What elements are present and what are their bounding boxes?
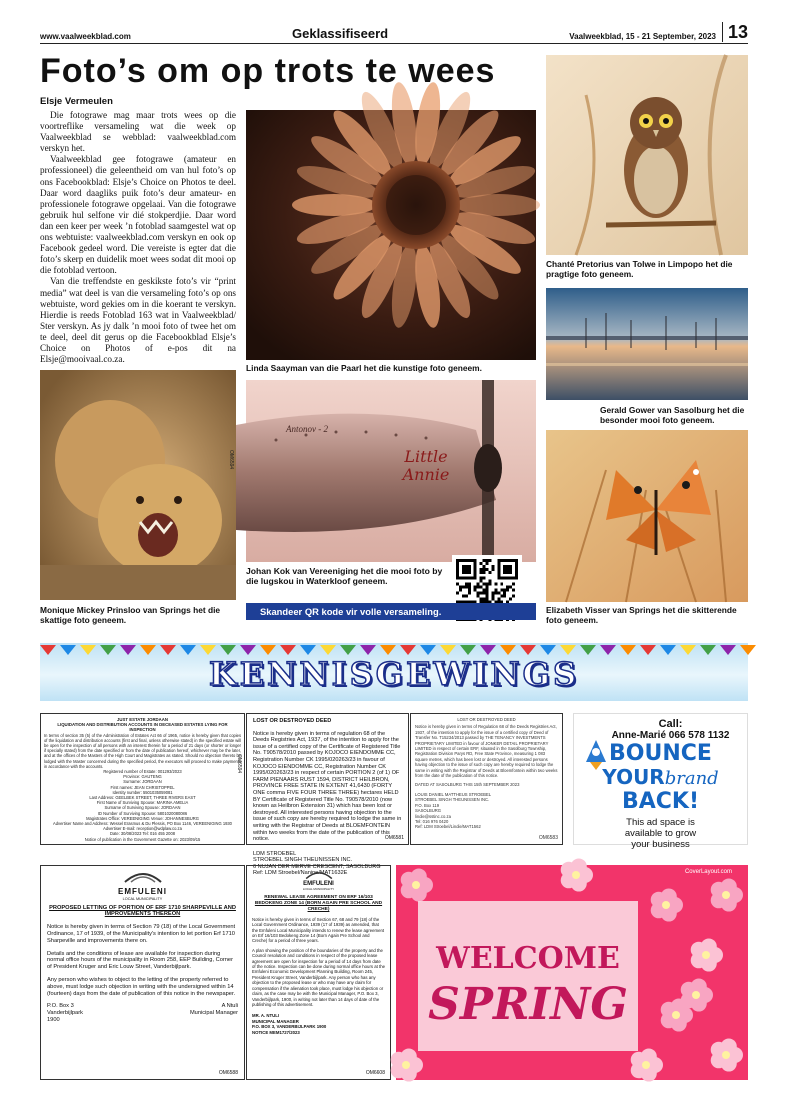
emfuleni-logo-text: EMFULENI	[118, 886, 167, 896]
article-paragraph-1: Die fotograwe mag maar trots wees op die voortreflike versameling wat die week op Vaalweekblad se webblad: vaalweekblad.com verskyn het.	[40, 110, 236, 154]
emfuleni-logo-sub-2: LOCAL MUNICIPALITY	[302, 887, 335, 892]
emfuleni-logo-2	[252, 870, 385, 893]
notice-erf-1710-para-2: Details and the conditions of lease are available for inspection during normal office hours of the municipality in Room 258, EEP Building, Corner of President Kruger and Eric Louw Street, Vanderbijlpark.	[47, 950, 233, 971]
advert-spring-text: SPRING	[428, 979, 628, 1030]
butterfly-photo	[546, 430, 748, 602]
caption-owl: Chanté Pretorius van Tolwe in Limpopo het die pragtige foto geneem.	[546, 259, 733, 279]
notice-lost-deed-1	[246, 713, 409, 877]
advert-call-label: Call:	[658, 718, 683, 730]
article-headline: Foto’s om op trots te wees	[40, 52, 496, 90]
signatory-line: Municipal Manager	[189, 1010, 238, 1017]
emfuleni-emblem-icon	[123, 870, 163, 884]
notice-estate-field: Last Address: GEELBEK STREET, THREE RIVERS EAST	[89, 795, 196, 801]
notice-estate-field: First names: JEAN CHRISTOPPEL	[110, 784, 175, 790]
notice-lost-deed-1-code: OM6581	[384, 835, 404, 841]
signature-name: LDM STROEBEL	[253, 850, 297, 857]
aircraft-photo	[246, 380, 536, 562]
notice-estate-field: Advertiser Name and Address: Wessel Erasmus & Du Plessis, PO Box 1146, VEREENIGING 1930	[53, 821, 232, 827]
notice-lost-deed-1-body: Notice is hereby given in terms of regulation 68 of the Deeds Registries Act, 1937, of the intention to apply for the issue of a certified copy of the Certificate of Registered Title No. T90578/2010 passed by KOJOCO EIENDOMME CC, Registration Number CK 1995/020263/23 in favour of KOJOCO EIENDOMME CC, Registration Number CK 1995/020263/23 in respect of certain PORTION 2 (of 1) OF FARM PIENAARS RUST 1594, DISTRICT HEILBRON, PROVINCE FREE STATE IN EXTENT 41,6430 (FORTY ONE comma FIVE FOUR THREE THREE) hectares HELD BY Certificate of Registered Title No. T90578/2010 (now known as Heilbron Extension 31) which has been lost or destroyed. All interested persons having objection to the issue of such copy are hereby required to lodge the same in writing with the Registrar of Deeds at BLOEMFONTEIN within two weeks from the date of the publication of this notice.	[253, 730, 402, 843]
emfuleni-logo-text-2: EMFULENI	[303, 881, 334, 888]
caption-aircraft: Johan Kok van Vereeniging het die mooi foto by die lugskou in Waterkloof geneem.	[246, 566, 443, 586]
notice-erf-1710-code: OM6588	[218, 1070, 238, 1076]
notice-estate-field: Notice of publication in the Government Gazette on: 2023/09/15	[84, 836, 201, 842]
emfuleni-emblem-icon	[304, 870, 334, 880]
signature-line: SASOLBURG	[415, 808, 442, 814]
advert-line-5: available to grow	[624, 828, 697, 839]
article-byline: Elsje Vermeulen	[40, 96, 113, 107]
notice-estate-field: Surname of Surviving Spouse: JORDAAN	[104, 805, 181, 811]
notice-erf-1710-address	[47, 1003, 83, 1023]
notice-lost-deed-2-title: LOST OR DESTROYED DEED	[457, 717, 516, 722]
signer-name: MR. A. NTULI	[252, 1013, 280, 1019]
notices-banner	[40, 643, 748, 701]
notice-erf-16-103-para-1: Notice is hereby given in terms of Section 67, 68 and 79 (18) of the Local Government Ordinance, 1939 (17 of 1939) as amended, that the Emfuleni Local Municipality intends to renew the lease agreement on Erf 16/103 Bedokeng Zone 14 (Born Again Pre School and Creche) for a period of three years.	[252, 916, 385, 944]
notice-estate-field: ID Number of Surviving Spouse: 5801020080086	[97, 810, 188, 816]
notice-estate-code: OM6594	[236, 754, 242, 774]
notice-erf-16-103-para-2: A plan showing the position of the boundaries of the property and the Council resolution and conditions in respect of the proposed lease agreement are open for inspection for a period of 14 days from date of the notice. Inspection can be done during normal office hours at the Emfuleni Economic Development Planning Building, Room 245, President Kruger Street, Vanderbijlpark. Any person who has any objection to the proposed lease or who may have any claim for compensation if the alienation took place, must lodge his objection or claim, as the case may be with the Municipal Manager, P.O. Box 3, Vanderbijlpark, 1900, in writing not later than 14 days of date of the publishing of this advertisement.	[252, 947, 385, 1007]
signature-line: P.O. Box 119	[415, 802, 440, 808]
signature-line: lindie@sstinc.co.za	[415, 813, 451, 819]
notice-estate-field: First Name of Surviving Spouse: MARINA AMELIA	[96, 800, 189, 806]
notice-estate-body: In terms of section 35 (5) of the Administration of Estates Act 66 of 1965, notice is hereby given that copies of the liquidation and distribution accounts (first and final, unless otherwise stated) in the specified estate will be open for the inspection of all persons with an interest therein for a period of 21 days (or shorter or longer if specially stated) from the date specified or from the date of publication hereof, whichever may be the later, and at the offices of the Masters of the High Court and Magistrates as stated. Should no objection thereto be lodged with the Master concerned during the specified period, the executors will proceed to make payments in accordance with the accounts.	[44, 732, 241, 769]
signatory-line: A Ntuli	[221, 1003, 238, 1010]
notice-erf-16-103-signature	[252, 1013, 385, 1035]
notice-estate-jordaan	[40, 713, 245, 845]
notice-number: NOTICE MEM1727/2023	[252, 1029, 300, 1035]
signature-ref: Ref: LDM Stroebel/Nanine/MAT1632E	[253, 870, 348, 877]
notice-estate-field: Registered number of Estate: 001293/2023	[103, 769, 182, 775]
notice-estate-field: Advertiser E-mail: reception@wdplaw.co.za	[103, 826, 182, 832]
aircraft-serial-text: Antonov - 2	[286, 424, 328, 434]
advert-bounce-brand[interactable]	[573, 713, 748, 850]
caption-lake: Gerald Gower van Sasolburg het die besonder mooi foto geneem.	[600, 405, 745, 425]
notice-estate-heading: JUST ESTATE JORDAAN	[117, 717, 168, 722]
notice-estate-field: Magistrates Office: VEREENIGING Venue: JOHANNESBURG	[86, 815, 199, 821]
notice-erf-1710-para-3: Any person who wishes to object to the letting of the property referred to above, must lodge such objection in writing with the undersigned within 14 (fourteen) days from the date of publication of this notice in the newspaper.	[47, 976, 236, 997]
notice-estate-field: Province: GAUTENG	[123, 774, 162, 780]
advert-your-text: YOUR	[602, 765, 665, 789]
page-number: 13	[722, 22, 748, 42]
advert-contact[interactable]: Anne-Marié 066 578 1132	[611, 730, 730, 741]
emfuleni-logo-sub: LOCAL MUNICIPALITY	[122, 896, 163, 901]
notice-estate-field: Date: 30/08/2023 Tel: 016 455 2008	[109, 831, 176, 837]
signature-line: LOUIS DANIEL MATTHEUS STROEBEL	[415, 791, 492, 797]
notice-lost-deed-2-dated: DATED AT SASOLBURG THIS 15th SEPTEMBER 2023	[415, 782, 520, 788]
address-line: Vanderbijlpark	[47, 1010, 83, 1017]
signature-line: Tel: 016 976 0420	[415, 818, 449, 824]
advert-welcome-text: WELCOME	[436, 941, 620, 976]
notice-estate-fields	[44, 769, 241, 842]
advert-back-text: BACK!	[621, 789, 700, 814]
lion-cubs-photo	[40, 370, 236, 600]
notice-estate-field: Identity number: 5501035059081	[112, 789, 173, 795]
caption-sunflower: Linda Saayman van die Paarl het die kunstige foto geneem.	[246, 363, 482, 373]
article-paragraph-2: Vaalweekblad gee fotograwe (amateur en professioneel) die geleentheid om van hul foto’s op ons Facebookblad: Elsje’s Choice on Photos te deel. Daar word daagliks puik foto’s deur amateur- en professionele fotograwe opgelaai. Van die fotograwe gebruik hul selfone vir dié stokperdjie. Daar word dan een keer per week ’n fotoblad saamgestel wat op ons webtuiste: vaalweekblad.com verskyn en ook op Facebook gedeel word. Die vereiste is egter dat die foto’s skerp en duidelik moet wees sodat dit mooi op die fotoblad vertoon.	[40, 154, 236, 276]
advert-bounce-text: BOUNCE	[609, 741, 712, 766]
advert-line-4: This ad space is	[626, 817, 695, 828]
notice-lost-deed-2-body: Notice is hereby given in terms of Regulation 68 of the Deeds Registries Act, 1937, of the intention to apply for the issue of a certified copy of Deed of Transfer No. T15234/2013 passed by THE TENANCY INVESTMENTS PROPRIETARY LIMITED in favour of JONKER DETAIL PROPRIETARY LIMITED in respect of certain ERF, situated in the Sasolburg Township, Registration Division Parys RD, Free State Province, measuring 1 083 square metres, which has been lost or destroyed. All interested persons having objection to the issue of such copy are hereby required to lodge the same in writing with the Registrar of Deeds at Bloemfontein within two weeks from the date of the publication of this notice.	[415, 724, 558, 779]
notice-lost-deed-2	[410, 713, 563, 845]
notice-erf-16-103	[246, 865, 391, 1080]
aircraft-nose-art: Little Annie	[402, 447, 450, 484]
article-paragraph-3: Van die treffendste en geskikste foto’s vir “print media” wat deel is van die versameling foto’s op ons webtuiste, word gekies om in die koerant te verskyn. Hierdie is reeds Fotoblad 163 wat in Vaalweekblad/ Ster verskyn. As jy dalk ’n mooi foto of twee het om te deel, deel dit gerus op die Facebookblad Elsje’s Choice on Photos of e-pos dit na Elsje@mooivaal.co.za.	[40, 276, 236, 365]
website-url[interactable]: www.vaalweekblad.com	[40, 32, 131, 41]
caption-lion: Monique Mickey Prinsloo van Springs het die skattige foto geneem.	[40, 605, 221, 625]
sunflower-photo	[246, 110, 536, 360]
signature-firm: STROEBEL SINGH THEUNISSEN INC.	[253, 857, 353, 864]
advert-brand-text: brand	[664, 768, 719, 789]
issue-date: Vaalweekblad, 15 - 21 September, 2023	[569, 32, 716, 41]
notice-lost-deed-2-signature	[415, 792, 558, 830]
notice-erf-1710-title: PROPOSED LETTING OF PORTION OF ERF 1710 SHARPEVILLE AND IMPROVEMENTS THEREON	[49, 904, 236, 918]
notice-erf-16-103-code: OM6608	[365, 1070, 385, 1076]
section-title: Geklassifiseerd	[292, 26, 389, 41]
advert-site-name: CoverLayout.com	[684, 869, 732, 875]
signature-line: Ref: LDM Stroebel/Lindie/MAT1562	[415, 824, 481, 830]
lake-photo	[546, 288, 748, 400]
article-body	[40, 110, 236, 365]
address-line: 1900	[47, 1016, 60, 1023]
notice-lost-deed-2-code: OM6583	[538, 835, 558, 841]
notices-banner-title: KENNISGEWINGS	[208, 655, 580, 693]
signer-box: P.O. BOX 3, VANDERBIJLPARK 1900	[252, 1024, 327, 1030]
address-line: P.O. Box 3	[47, 1003, 74, 1010]
notice-lost-deed-1-title: LOST OR DESTROYED DEED	[253, 718, 332, 724]
signature-address: 6 NUJAN DER MERVE CRESCENT, SASOLBURG	[253, 863, 381, 870]
signer-title: MUNICIPAL MANAGER	[252, 1018, 299, 1024]
signature-line: STROEBEL SINGH THEUNISSEN INC.	[415, 797, 490, 803]
owl-photo	[546, 55, 748, 255]
notice-estate-field: Surname: JORDAAN	[123, 779, 162, 785]
photo-credit-code: OM6594	[228, 450, 234, 470]
notice-erf-1710-para-1: Notice is hereby given in terms of Section 79 (18) of the Local Government Ordinance, 17 of 1939, of the Municipality's intention to let portion Erf 1710 Sharpeville and improvements there on.	[47, 924, 236, 944]
notice-erf-16-103-title: RENEWAL LEASE AGREEMENT ON ERF 16/103 BEDOKENG ZONE 14 (BORN AGAIN PRE SCHOOL AND CRECHE)	[254, 894, 383, 912]
emfuleni-logo	[47, 870, 238, 903]
notice-erf-1710	[40, 865, 245, 1080]
caption-butterfly: Elizabeth Visser van Springs het die skitterende foto geneem.	[546, 605, 737, 625]
notice-estate-subheading: LIQUIDATION AND DISTRIBUTION ACCOUNTS IN DECEASED ESTATES LYING FOR INSPECTION	[57, 722, 228, 733]
rocket-icon	[576, 732, 616, 772]
notice-erf-1710-footer	[47, 1003, 238, 1023]
advert-line-6: your business	[631, 839, 690, 850]
page-header	[40, 22, 748, 44]
advert-welcome-spring[interactable]	[396, 865, 748, 1080]
notice-erf-1710-signatory	[190, 1003, 238, 1023]
qr-banner[interactable]: Skandeer QR kode vir volle versameling.	[246, 603, 536, 620]
